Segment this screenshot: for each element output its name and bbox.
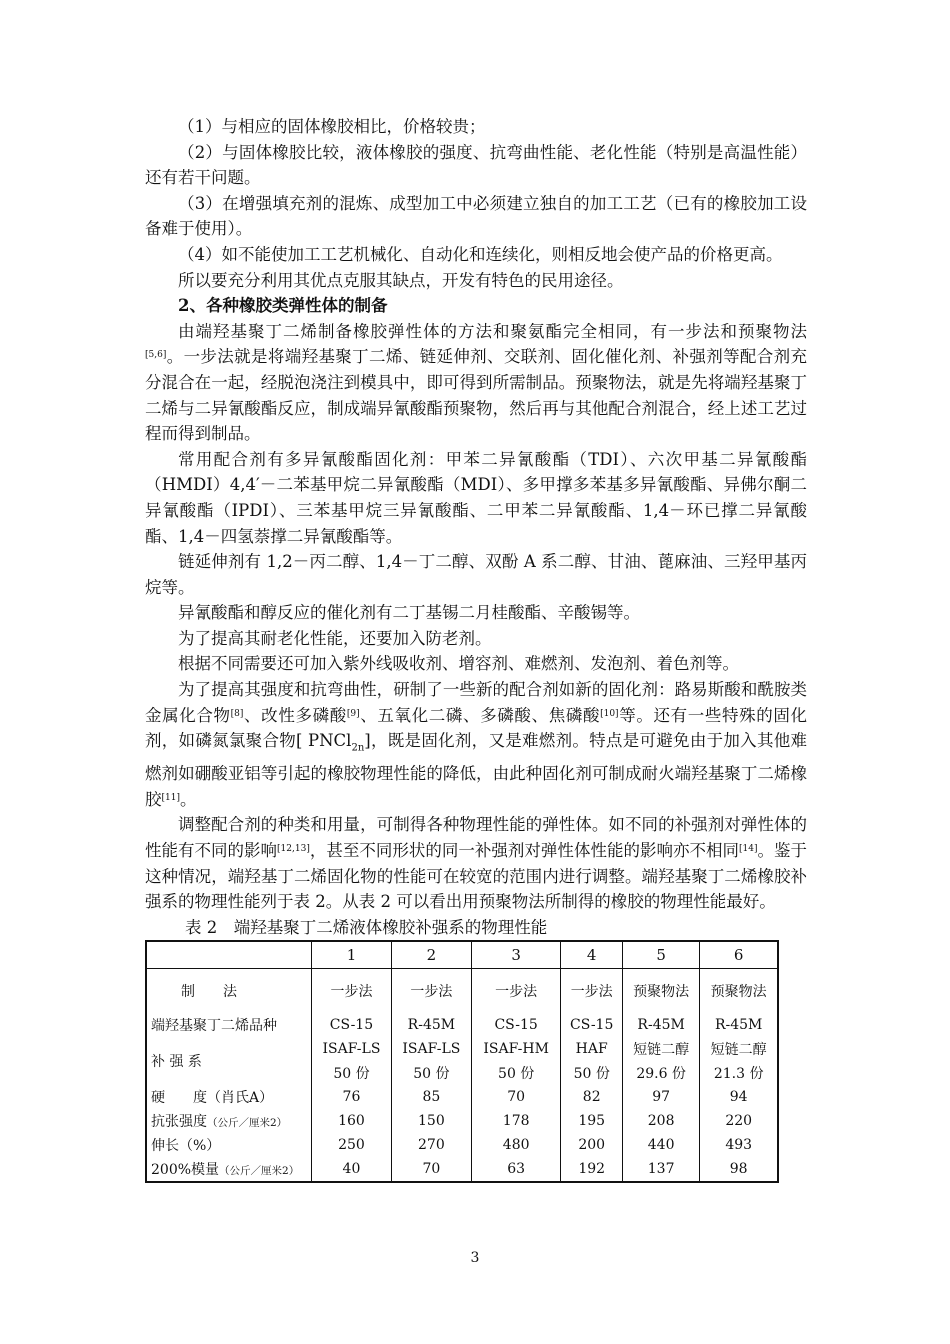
row-label: 补 强 系 [151, 1053, 202, 1070]
table-cell: 440 [622, 1133, 699, 1157]
table-cell: 70 [391, 1157, 471, 1182]
text-span: 为了提高其强度和抗弯曲性，研制了一些新的配合剂如新的固化剂：路易斯酸和酰胺类金属化合物 [145, 680, 807, 725]
text-span: ]，既是固化剂，又是难燃剂。特点是可避免由于加入其他难燃剂如硼酸亚铝等引起的橡胶物理性能的降低，由此种固化剂可制成耐火端羟基聚丁二烯橡胶 [145, 731, 808, 809]
subscript: 2 [351, 742, 358, 754]
table-header-cell: 2 [391, 941, 471, 969]
table-cell: 270 [391, 1133, 471, 1157]
table-cell: 220 [700, 1109, 778, 1133]
section-heading [145, 293, 807, 319]
unit-label: （公斤／厘米2） [219, 1164, 300, 1177]
table-cell: 200 [561, 1133, 622, 1157]
table-cell: 21.3 份 [700, 1061, 778, 1085]
table-cell: 195 [561, 1109, 622, 1133]
table-header-cell: 1 [312, 941, 392, 969]
table-cell: 82 [561, 1085, 622, 1109]
table-row [146, 1109, 778, 1133]
table-header-cell: 3 [471, 941, 561, 969]
text-span: 调整配合剂的种类和用量，可制得各种物理性能的弹性体。如不同的补强剂对弹性体的性能有不同的影响 [145, 815, 807, 860]
table-cell: 137 [622, 1157, 699, 1182]
citation: [9] [346, 708, 360, 719]
text-span: 、五氧化二磷、多磷酸、焦磷酸 [359, 705, 601, 725]
table-header-row [146, 941, 778, 969]
table-cell: 178 [471, 1109, 561, 1133]
table-cell: 50 份 [312, 1061, 392, 1085]
table-cell: 50 份 [561, 1061, 622, 1085]
paragraph: 所以要充分利用其优点克服其缺点，开发有特色的民用途径。 [178, 270, 624, 290]
table-cell: 一步法 [471, 968, 561, 1013]
paragraph [145, 319, 807, 447]
table-cell: 短链二醇 [700, 1037, 778, 1061]
table-cell: CS-15 [561, 1013, 622, 1037]
properties-table [145, 940, 779, 1183]
table-cell: 50 份 [391, 1061, 471, 1085]
table-cell: 预聚物法 [700, 968, 778, 1013]
row-label: 硬 度（肖氏A） [151, 1089, 274, 1106]
table-cell: CS-15 [471, 1013, 561, 1037]
table-cell: HAF [561, 1037, 622, 1061]
table-cell: ISAF-LS [312, 1037, 392, 1061]
text-span: 。一步法就是将端羟基聚丁二烯、链延伸剂、交联剂、固化催化剂、补强剂等配合剂充分混合在一起，经脱泡浇注到模具中，即可得到所需制品。预聚物法，就是先将端羟基聚丁二烯与二异氰酸酯反应，制成端异氰酸酯预聚物，然后再与其他配合剂混合，经上述工艺过程而得到制品。 [145, 347, 807, 444]
table-cell: 一步法 [561, 968, 622, 1013]
text-span: 。鉴于这种情况，端羟基丁二烯固化物的性能可在较宽的范围内进行调整。端羟基聚丁二烯橡胶补强系的物理性能列于表 2。从表 2 可以看出用预聚物法所制得的橡胶的物理性能最好。 [145, 840, 808, 912]
citation: [10] [600, 708, 619, 719]
table-cell: 250 [312, 1133, 392, 1157]
table-header-cell: 5 [622, 941, 699, 969]
table-cell: 493 [700, 1133, 778, 1157]
table-cell: 98 [700, 1157, 778, 1182]
table-cell: R-45M [391, 1013, 471, 1037]
row-label-text: 200%模量 [151, 1161, 220, 1178]
page-number: 3 [470, 1250, 480, 1266]
table-cell: 预聚物法 [622, 968, 699, 1013]
paragraph: 为了提高其耐老化性能，还要加入防老剂。 [178, 628, 492, 648]
paragraph: （3）在增强填充剂的混炼、成型加工中必须建立独自的加工工艺（已有的橡胶加工设备难于使用）。 [145, 193, 807, 239]
citation: [8] [230, 708, 244, 719]
table-cell: 70 [471, 1085, 561, 1109]
table-cell: 63 [471, 1157, 561, 1182]
table-cell: ISAF-LS [391, 1037, 471, 1061]
paragraph [145, 677, 807, 812]
text-span: 。 [179, 789, 197, 809]
table-header-cell: 6 [700, 941, 778, 969]
table-cell: R-45M [622, 1013, 699, 1037]
table-cell: CS-15 [312, 1013, 392, 1037]
document-body [145, 114, 807, 1183]
text-span: 等。还有一些特殊的固化剂，如磷氮氯聚合物[ PNCl [145, 705, 808, 751]
citation: [5,6] [145, 350, 167, 361]
paragraph [145, 812, 807, 914]
paragraph: 链延伸剂有 1,2－丙二醇、1,4－丁二醇、双酚 A 系二醇、甘油、蓖麻油、三羟甲基丙烷等。 [145, 552, 807, 597]
paragraph: （4）如不能使加工工艺机械化、自动化和连续化，则相反地会使产品的价格更高。 [178, 244, 783, 264]
paragraph: （2）与固体橡胶比较，液体橡胶的强度、抗弯曲性能、老化性能（特别是高温性能）还有若干问题。 [145, 142, 807, 188]
row-label: 端羟基聚丁二烯品种 [151, 1017, 277, 1034]
table-header-cell: 4 [561, 941, 622, 969]
table-caption: 表 2 端羟基聚丁二烯液体橡胶补强系的物理性能 [185, 917, 548, 937]
table-cell: 一步法 [312, 968, 392, 1013]
table-row [146, 1133, 778, 1157]
table-cell: 50 份 [471, 1061, 561, 1085]
paragraph: 常用配合剂有多异氰酸酯固化剂：甲苯二异氰酸酯（TDI）、六次甲基二异氰酸酯（HMDI）4,4′－二苯基甲烷二异氰酸酯（MDI）、多甲撑多苯基多异氰酸酯、异佛尔酮二异氰酸酯（IPDI）、三苯基甲烷三异氰酸酯、二甲苯二异氰酸酯、1,4－环已撑二异氰酸酯、1,4－四氢萘撑二异氰酸酯等。 [145, 449, 807, 546]
table-cell: 150 [391, 1109, 471, 1133]
table-row [146, 1085, 778, 1109]
paragraph: 异氰酸酯和醇反应的催化剂有二丁基锡二月桂酸酯、辛酸锡等。 [178, 603, 640, 623]
text-span: ，甚至不同形状的同一补强剂对弹性体性能的影响亦不相同 [309, 840, 739, 860]
citation: [14] [739, 843, 758, 854]
table-row [146, 1157, 778, 1182]
table-cell: R-45M [700, 1013, 778, 1037]
row-label [146, 1157, 312, 1182]
table-cell: ISAF-HM [471, 1037, 561, 1061]
table-cell: 94 [700, 1085, 778, 1109]
citation: [12,13] [277, 843, 310, 854]
table-row [146, 968, 778, 1013]
row-label-text: 抗张强度 [151, 1113, 207, 1130]
row-label: 伸长（%） [151, 1137, 221, 1154]
citation: [11] [161, 792, 180, 803]
table-cell: 40 [312, 1157, 392, 1182]
section-heading-text: 2、各种橡胶类弹性体的制备 [178, 296, 388, 316]
table-cell: 160 [312, 1109, 392, 1133]
table-cell: 480 [471, 1133, 561, 1157]
unit-label: （公斤／厘米2） [207, 1116, 288, 1129]
table-cell: 192 [561, 1157, 622, 1182]
subscript: n [357, 742, 365, 754]
table-cell: 短链二醇 [622, 1037, 699, 1061]
table-cell: 85 [391, 1085, 471, 1109]
row-label: 制 法 [181, 983, 237, 1000]
table-row [146, 1013, 778, 1037]
table-cell: 一步法 [391, 968, 471, 1013]
table-cell: 76 [312, 1085, 392, 1109]
table-row [146, 1037, 778, 1061]
table-cell: 29.6 份 [622, 1061, 699, 1085]
table-cell: 97 [622, 1085, 699, 1109]
text-span: 、改性多磷酸 [243, 705, 347, 725]
table-header-cell [146, 941, 312, 969]
table-cell: 208 [622, 1109, 699, 1133]
paragraph: （1）与相应的固体橡胶相比，价格较贵； [178, 117, 486, 136]
paragraph: 根据不同需要还可加入紫外线吸收剂、增容剂、难燃剂、发泡剂、着色剂等。 [178, 654, 739, 674]
text-span: 由端羟基聚丁二烯制备橡胶弹性体的方法和聚氨酯完全相同，有一步法和预聚物法 [178, 321, 807, 341]
row-label [146, 1109, 312, 1133]
